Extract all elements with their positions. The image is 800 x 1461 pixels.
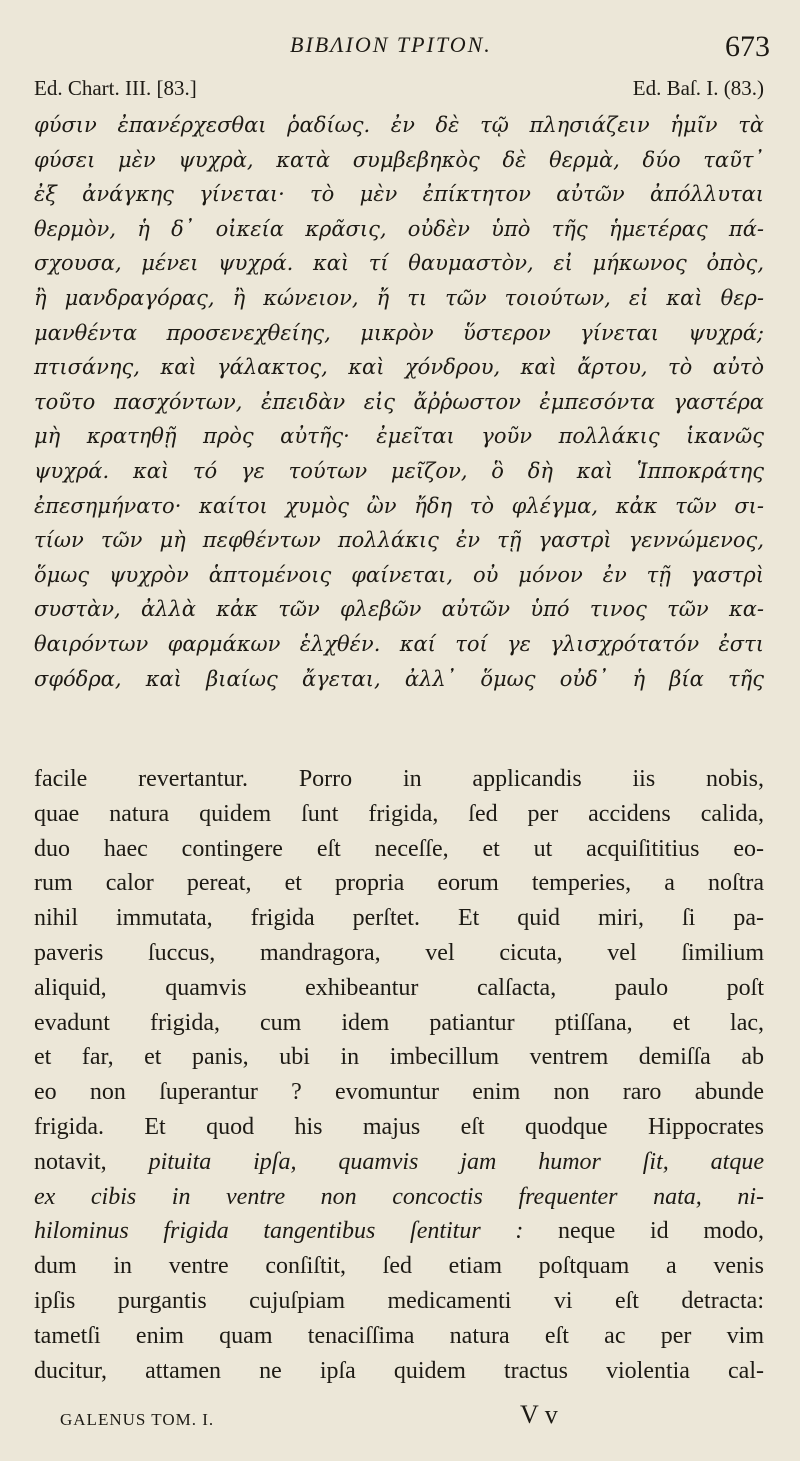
latin-text: tametſi enim quam tenaciſſima natura eſt ac per vim (34, 1322, 764, 1349)
edition-references (34, 76, 764, 106)
latin-text: et far, et panis, ubi in imbecillum ventrem demiſſa ab (34, 1044, 764, 1071)
latin-line (34, 901, 764, 936)
greek-line: μὴ κρατηθῇ πρὸς αὐτῆς· ἐμεῖται γοῦν πολλάκις ἱκανῶς (34, 424, 764, 449)
latin-line (34, 1180, 764, 1215)
latin-line (34, 1040, 764, 1075)
latin-text: paveris ſuccus, mandragora, vel cicuta, vel ſimilium (34, 939, 764, 966)
greek-line: συστὰν, ἀλλὰ κἀκ τῶν φλεβῶν αὐτῶν ὑπό τινος τῶν κα- (34, 597, 764, 622)
latin-line (34, 1319, 764, 1354)
greek-line: ἐπεσημήνατο· καίτοι χυμὸς ὢν ἤδη τὸ φλέγμα, κἀκ τῶν σι- (34, 493, 764, 518)
latin-line (34, 936, 764, 971)
running-title: ΒΙΒΛΙΟΝ ΤΡΙΤΟΝ. (290, 32, 492, 57)
latin-text: ipſis purgantis cujuſpiam medicamenti vi eſt detracta: (34, 1287, 764, 1314)
latin-quotation-italic: hilominus frigida tangentibus ſentitur : (34, 1218, 524, 1245)
latin-line (34, 866, 764, 901)
latin-quotation-italic: pituita ipſa, quamvis jam humor ſit, atque (148, 1148, 764, 1175)
latin-text: ducitur, attamen ne ipſa quidem tractus violentia cal- (34, 1357, 764, 1384)
latin-text: notavit, (34, 1148, 149, 1175)
latin-line (34, 1145, 764, 1180)
latin-line (34, 1214, 764, 1249)
greek-line: ἐξ ἀνάγκης γίνεται· τὸ μὲν ἐπίκτητον αὐτῶν ἀπόλλυται (34, 182, 764, 207)
greek-line: ἢ μανδραγόρας, ἢ κώνειον, ἤ τι τῶν τοιούτων, εἰ καὶ θερ- (34, 285, 764, 310)
book-title-footer: GALENUS TOM. I. (60, 1410, 215, 1429)
running-head (0, 30, 800, 64)
latin-line (34, 1075, 764, 1110)
greek-line: σχουσα, μένει ψυχρά. καὶ τί θαυμαστὸν, εἰ μήκωνος ὀπὸς, (34, 251, 764, 276)
latin-line (34, 1110, 764, 1145)
latin-line (34, 797, 764, 832)
greek-line: θαιρόντων φαρμάκων ἑλχθέν. καί τοί γε γλισχρότατόν ἐστι (34, 631, 764, 656)
latin-line (34, 832, 764, 867)
greek-line: φύσιν ἐπανέρχεσθαι ῥαδίως. ἐν δὲ τῷ πλησιάζειν ἡμῖν τὰ (34, 113, 764, 137)
page-number: 673 (725, 30, 770, 63)
latin-text-block (34, 762, 764, 1388)
latin-text: rum calor pereat, et propria eorum temperies, a noſtra (34, 870, 764, 897)
greek-line: σφόδρα, καὶ βιαίως ἄγεται, ἀλλ᾽ ὅμως οὐδ᾽ ἡ βία τῆς (34, 666, 764, 691)
greek-text-block (34, 108, 764, 696)
latin-text: neque id modo, (523, 1218, 765, 1245)
latin-line (34, 1284, 764, 1319)
latin-text: eo non ſuperantur ? evomuntur enim non raro abunde (34, 1079, 764, 1106)
greek-line: πτισάνης, καὶ γάλακτος, καὶ χόνδρου, καὶ ἄρτου, τὸ αὐτὸ (34, 355, 764, 380)
latin-text: quae natura quidem ſunt frigida, ſed per accidens calida, (34, 800, 764, 827)
latin-text: nihil immutata, frigida perſtet. Et quid miri, ſi pa- (34, 905, 764, 932)
latin-text: dum in ventre conſiſtit, ſed etiam poſtquam a venis (34, 1253, 764, 1280)
greek-line: ψυχρά. καὶ τό γε τούτων μεῖζον, ὃ δὴ καὶ Ἱπποκράτης (34, 458, 764, 483)
latin-line (34, 1006, 764, 1041)
latin-text: duo haec contingere eſt neceſſe, et ut acquiſititius eo- (34, 835, 764, 862)
greek-line: ὅμως ψυχρὸν ἁπτομένοις φαίνεται, οὐ μόνον ἐν τῇ γαστρὶ (34, 562, 764, 587)
latin-line (34, 1354, 764, 1389)
greek-line: τοῦτο πασχόντων, ἐπειδὰν εἰς ἄῤῥωστον ἐμπεσόντα γαστέρα (34, 389, 764, 414)
greek-line: τίων τῶν μὴ πεφθέντων πολλάκις ἐν τῇ γαστρὶ γεννώμενος, (34, 528, 764, 553)
edition-basel-reference: Ed. Baſ. I. (83.) (632, 76, 764, 100)
edition-chart-reference: Ed. Chart. III. [83.] (34, 76, 197, 100)
signature-mark: V v (520, 1400, 558, 1429)
latin-line (34, 1249, 764, 1284)
latin-text: evadunt frigida, cum idem patiantur ptiſſana, et lac, (34, 1009, 764, 1036)
latin-quotation-italic: ex cibis in ventre non concoctis frequenter nata, ni- (34, 1183, 764, 1210)
page-footer (0, 1400, 800, 1440)
latin-text: aliquid, quamvis exhibeantur calſacta, paulo poſt (34, 974, 764, 1001)
greek-line: μανθέντα προσενεχθείης, μικρὸν ὕστερον γίνεται ψυχρά; (34, 320, 764, 345)
latin-line (34, 762, 764, 797)
latin-text: frigida. Et quod his majus eſt quodque Hippocrates (34, 1113, 764, 1140)
greek-line: φύσει μὲν ψυχρὰ, κατὰ συμβεβηκὸς δὲ θερμὰ, δύο ταῦτ᾽ (34, 147, 764, 172)
latin-text: facile revertantur. Porro in applicandis iis nobis, (34, 766, 764, 792)
latin-line (34, 971, 764, 1006)
greek-line: θερμὸν, ἡ δ᾽ οἰκεία κρᾶσις, οὐδὲν ὑπὸ τῆς ἡμετέρας πά- (34, 216, 764, 241)
